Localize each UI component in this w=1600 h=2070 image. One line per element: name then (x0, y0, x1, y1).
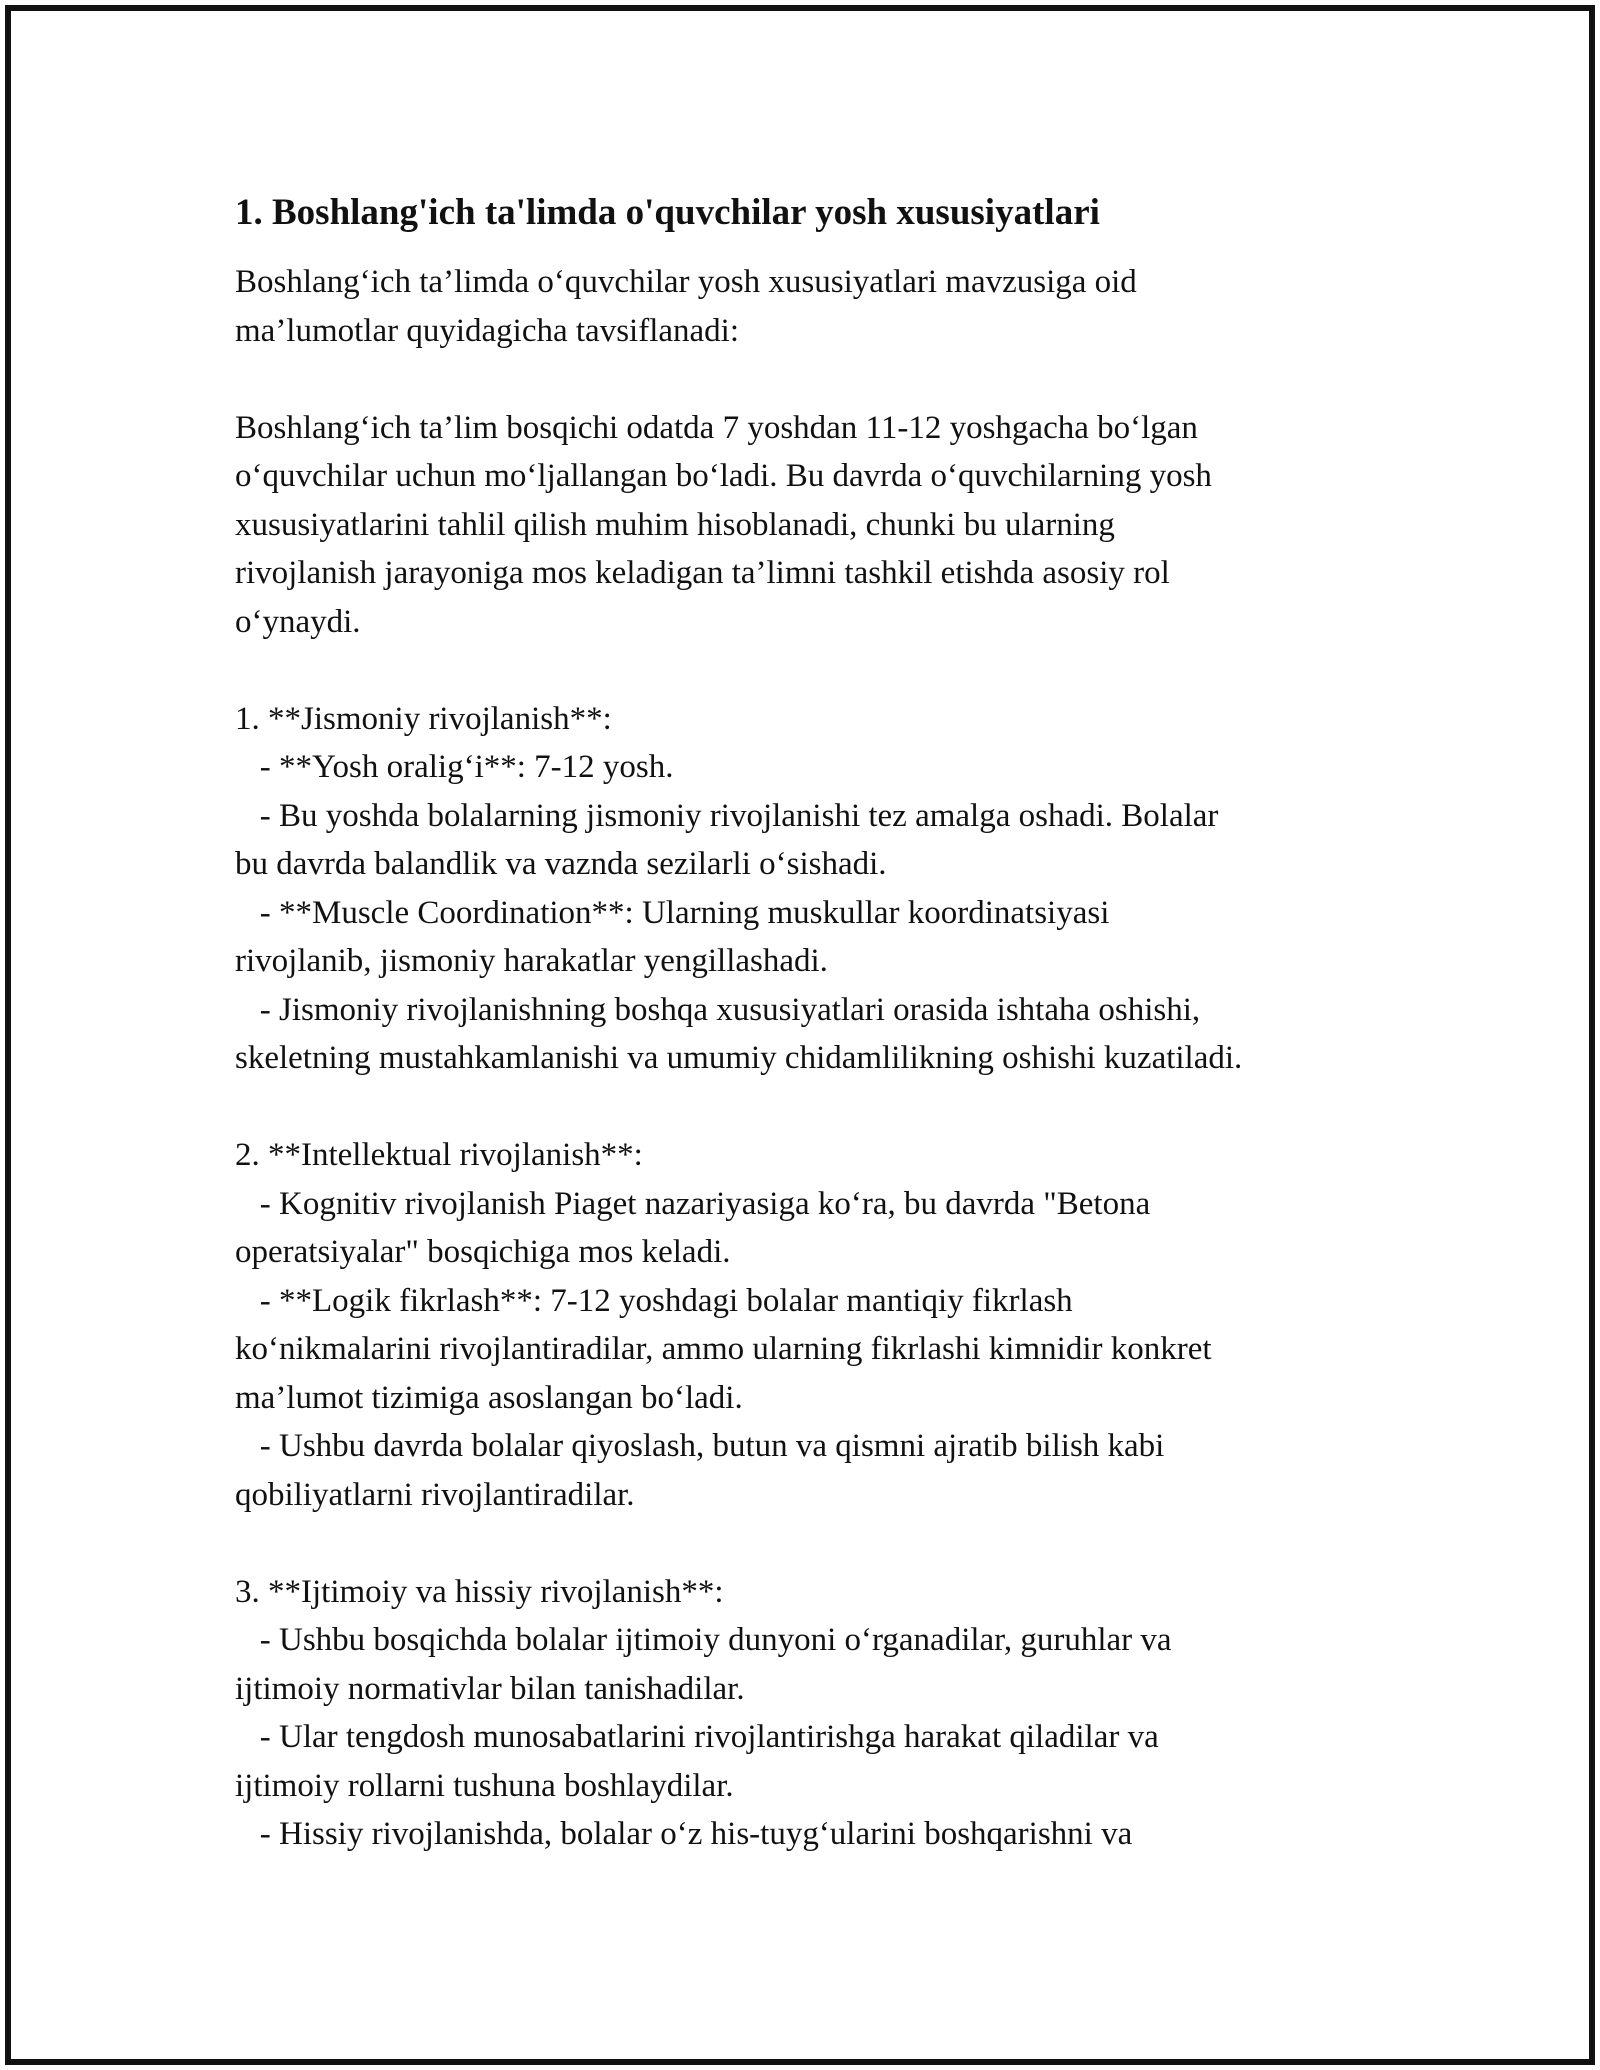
list-item: - Jismoniy rivojlanishning boshqa xususiyatlari orasida ishtaha oshishi, skeletning mustahkamlanishi va umumiy chidamlilikning oshishi kuzatiladi. (235, 991, 1243, 1076)
list-item: - Ular tengdosh munosabatlarini rivojlantirishga harakat qiladilar va ijtimoiy rollarni tushuna boshlaydilar. (235, 1719, 1159, 1804)
document-title: 1. Boshlang'ich ta'limda o'quvchilar yosh xususiyatlari (235, 192, 1100, 233)
section-heading: 1. **Jismoniy rivojlanish**: (235, 700, 612, 737)
document-body (235, 186, 1375, 1859)
intro-paragraph: Boshlang‘ich ta’limda o‘quvchilar yosh xususiyatlari mavzusiga oid ma’lumotlar quyidagicha tavsiflanadi: (235, 264, 1137, 349)
overview-paragraph: Boshlang‘ich ta’lim bosqichi odatda 7 yoshdan 11-12 yoshgacha bo‘lgan o‘quvchilar uchun mo‘ljallangan bo‘ladi. Bu davrda o‘quvchilarning yosh xususiyatlarini tahlil qilish muhim hisoblanadi, chunki bu ularning rivojlanish jarayoniga mos keladigan ta’limni tashkil etishda asosiy rol o‘ynaydi. (235, 409, 1212, 640)
section-physical-development (235, 695, 1375, 1083)
section-heading: 3. **Ijtimoiy va hissiy rivojlanish**: (235, 1573, 724, 1610)
list-item: - Hissiy rivojlanishda, bolalar o‘z his-tuyg‘ularini boshqarishni va (235, 1816, 1133, 1852)
paragraph-gap (235, 1519, 1375, 1568)
section-intellectual-development (235, 1131, 1375, 1519)
paragraph-gap (235, 1083, 1375, 1132)
list-item: - **Logik fikrlash**: 7-12 yoshdagi bolalar mantiqiy fikrlash ko‘nikmalarini rivojlantiradilar, ammo ularning fikrlashi kimnidir konkret ma’lumot tizimiga asoslangan bo‘ladi. (235, 1282, 1212, 1416)
list-item: - Ushbu bosqichda bolalar ijtimoiy dunyoni o‘rganadilar, guruhlar va ijtimoiy normativlar bilan tanishadilar. (235, 1622, 1172, 1707)
list-item: - **Yosh oralig‘i**: 7-12 yosh. (235, 749, 674, 785)
list-item: - Ushbu davrda bolalar qiyoslash, butun va qismni ajratib bilish kabi qobiliyatlarni rivojlantiradilar. (235, 1428, 1165, 1513)
paragraph-gap (235, 646, 1375, 695)
section-social-emotional-development (235, 1568, 1375, 1859)
paragraph-gap (235, 355, 1375, 404)
list-item: - **Muscle Coordination**: Ularning muskullar koordinatsiyasi rivojlanib, jismoniy harakatlar yengillashadi. (235, 894, 1110, 979)
section-heading: 2. **Intellektual rivojlanish**: (235, 1137, 643, 1173)
list-item: - Kognitiv rivojlanish Piaget nazariyasiga ko‘ra, bu davrda "Betona operatsiyalar" bosqichiga mos keladi. (235, 1185, 1151, 1270)
list-item: - Bu yoshda bolalarning jismoniy rivojlanishi tez amalga oshadi. Bolalar bu davrda balandlik va vaznda sezilarli o‘sishadi. (235, 797, 1219, 882)
